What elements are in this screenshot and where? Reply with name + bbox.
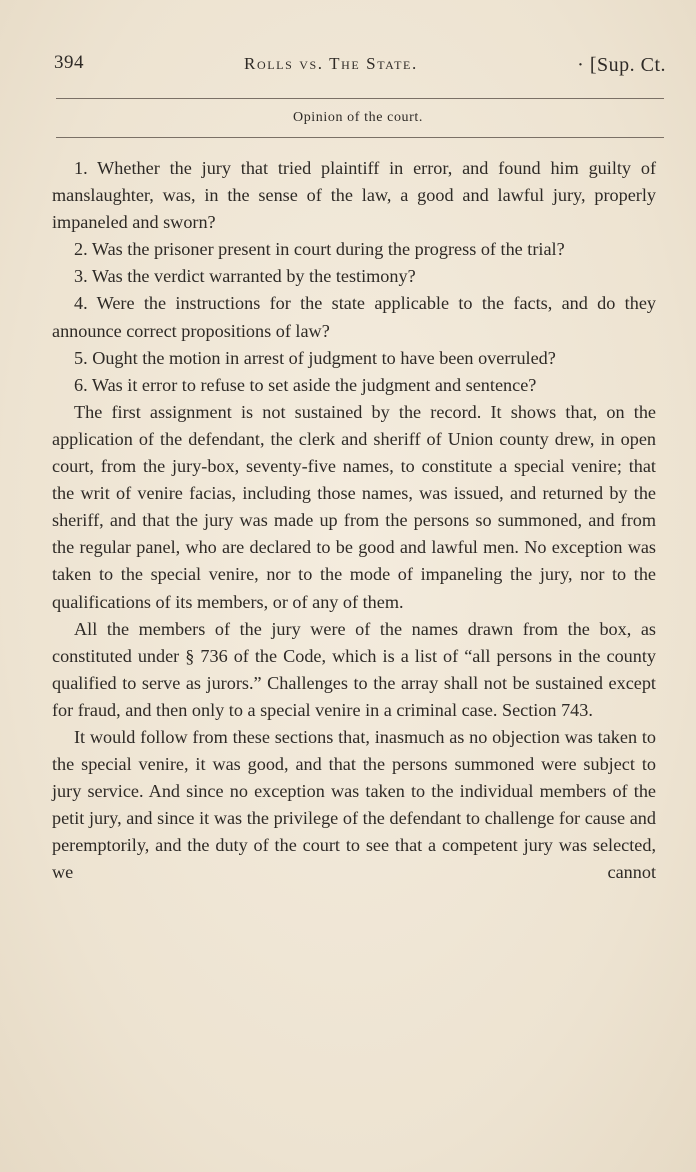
question-6: 6. Was it error to refuse to set aside the judgment and sentence?: [74, 374, 537, 395]
question-5: 5. Ought the motion in arrest of judgment to have been overruled?: [74, 347, 556, 368]
paragraph-first-assignment: The first assignment is not sustained by the record. It shows that, on the application of the defendant, the clerk and sheriff of Union county drew, in open court, from the jury-box, seventy-five names, to constitute a special venire; that the writ of venire facias, including those names, was issued, and returned by the sheriff, and that the jury was made up from the persons so summoned, and from the regular panel, who are declared to be good and lawful men. No exception was taken to the special venire, nor to the mode of impaneling the jury, nor to the qualifications of its members, or of any of them.: [52, 401, 656, 612]
question-3: 3. Was the verdict warranted by the testimony?: [74, 266, 416, 287]
bottom-rule: [56, 137, 664, 138]
section-subheading: Opinion of the court.: [292, 110, 424, 125]
running-head: [54, 52, 666, 82]
question-1: 1. Whether the jury that tried plaintiff in error, and found him guilty of manslaughter, was, in the sense of the law, a good and lawful jury, properly impaneled and sworn?: [52, 158, 656, 233]
paragraph-conclusion: It would follow from these sections that, inasmuch as no objection was taken to the special venire, it was good, and that the persons summoned were subject to jury service. And since no exception was taken to the individual members of the petit jury, and since it was the privilege of the defendant to challenge for cause and peremptorily, and the duty of the court to see that a competent jury was selected, we cannot: [52, 726, 656, 883]
question-2: 2. Was the prisoner present in court during the progress of the trial?: [74, 239, 565, 260]
question-4: 4. Were the instructions for the state applicable to the facts, and do they announce correct propositions of law?: [52, 293, 656, 341]
case-title: Rolls vs. The State.: [244, 54, 418, 73]
top-rule: [56, 98, 664, 99]
paragraph-jury-members: All the members of the jury were of the names drawn from the box, as constituted under § 736 of the Code, which is a list of “all persons in the county qualified to serve as jurors.” Challenges to the array shall not be sustained except for fraud, and then only to a special venire in a criminal case. Section 743.: [52, 618, 656, 720]
opinion-text: [52, 155, 656, 887]
court-label: · [Sup. Ct.: [577, 54, 666, 76]
page-number: 394: [54, 52, 84, 73]
